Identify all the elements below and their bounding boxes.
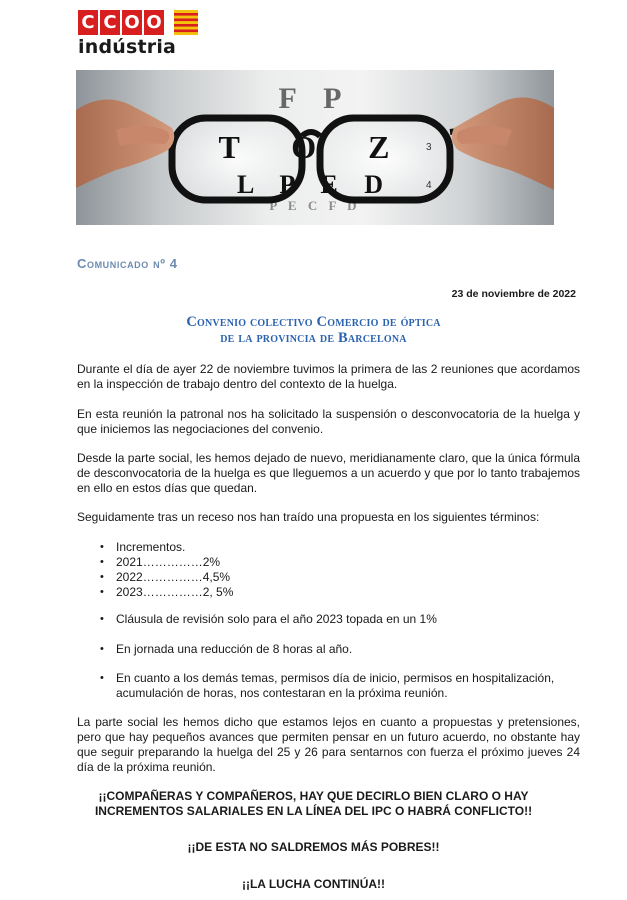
ccoo-logo xyxy=(78,10,208,70)
paragraph-4: Seguidamente tras un receso nos han traído una propuesta en los siguientes términos: xyxy=(77,510,540,524)
eye-chart-row-1: F P xyxy=(278,82,352,115)
list-item: • 2023……………2, 5% xyxy=(100,585,580,600)
logo-letter: O xyxy=(122,10,142,35)
temas-list xyxy=(100,671,580,701)
glasses-eye-chart-illustration xyxy=(76,70,554,225)
list-item: • Cláusula de revisión solo para el año 2023 topada en un 1% xyxy=(100,612,580,627)
banner-image xyxy=(76,70,554,225)
eye-chart-row-3: L P E D xyxy=(237,170,393,199)
logo-letter: O xyxy=(144,10,164,35)
closing-line-4: ¡¡LA LUCHA CONTINÚA!! xyxy=(241,877,386,891)
list-item: • 2021……………2% xyxy=(100,555,580,570)
paragraph-2: En esta reunión la patronal nos ha solicitado la suspensión o desconvocatoria de la huelga y que iniciemos las negociaciones del convenio. xyxy=(77,407,580,436)
paragraph-1: Durante el día de ayer 22 de noviembre tuvimos la primera de las 2 reuniones que acordamos en la inspección de trabajo dentro del contexto de la huelga. xyxy=(77,362,580,391)
eye-chart-row-4: P E C F D xyxy=(269,198,361,213)
list-item: • En cuanto a los demás temas, permisos día de inicio, permisos en hospitalización, acumulación de horas, nos contestaran en la próxima reunión. xyxy=(100,671,580,701)
comunicado-heading: Comunicado nº 4 xyxy=(77,256,178,271)
paragraph-3: Desde la parte social, les hemos dejado de nuevo, meridianamente claro, que la única fórmula de desconvocatoria de la huelga es que lleguemos a un acuerdo y que por lo tanto trabajemos en ello en estos días que quedan. xyxy=(77,451,580,495)
eye-chart-number-4: 4 xyxy=(426,180,432,191)
document-date: 23 de noviembre de 2022 xyxy=(451,288,576,300)
document-title-line-2: de la provincia de Barcelona xyxy=(220,330,407,346)
catalan-flag-icon xyxy=(174,10,198,35)
logo-letter: C xyxy=(78,10,98,35)
logo-subtitle: indústria xyxy=(78,36,177,58)
closing-line-3: ¡¡DE ESTA NO SALDREMOS MÁS POBRES!! xyxy=(187,840,440,854)
document-title-line-1: Convenio colectivo Comercio de óptica xyxy=(186,314,441,330)
closing-line-1: ¡¡COMPAÑERAS Y COMPAÑEROS, HAY QUE DECIRLO BIEN CLARO O HAY xyxy=(98,789,529,803)
closing-line-2: INCREMENTOS SALARIALES EN LA LÍNEA DEL IPC O HABRÁ CONFLICTO!! xyxy=(94,804,533,818)
list-item: • En jornada una reducción de 8 horas al año. xyxy=(100,642,580,657)
eye-chart-number-3: 3 xyxy=(426,142,432,153)
revision-list xyxy=(100,612,580,627)
increments-list xyxy=(100,540,580,600)
list-item: • 2022……………4,5% xyxy=(100,570,580,585)
list-item: • Incrementos. xyxy=(100,540,580,555)
logo-letter: C xyxy=(100,10,120,35)
paragraph-5: La parte social les hemos dicho que estamos lejos en cuanto a propuestas y pretensiones, pero que hay pequeños avances que permiten pensar en un futuro acuerdo, no obstante hay que seguir preparando la huelga del 25 y 26 para sentarnos con fuerza el próximo jueves 24 día de la próxima reunión. xyxy=(77,715,580,774)
logo-letters xyxy=(78,10,164,35)
jornada-list xyxy=(100,642,580,657)
eye-chart-row-2: T O Z xyxy=(218,129,412,165)
